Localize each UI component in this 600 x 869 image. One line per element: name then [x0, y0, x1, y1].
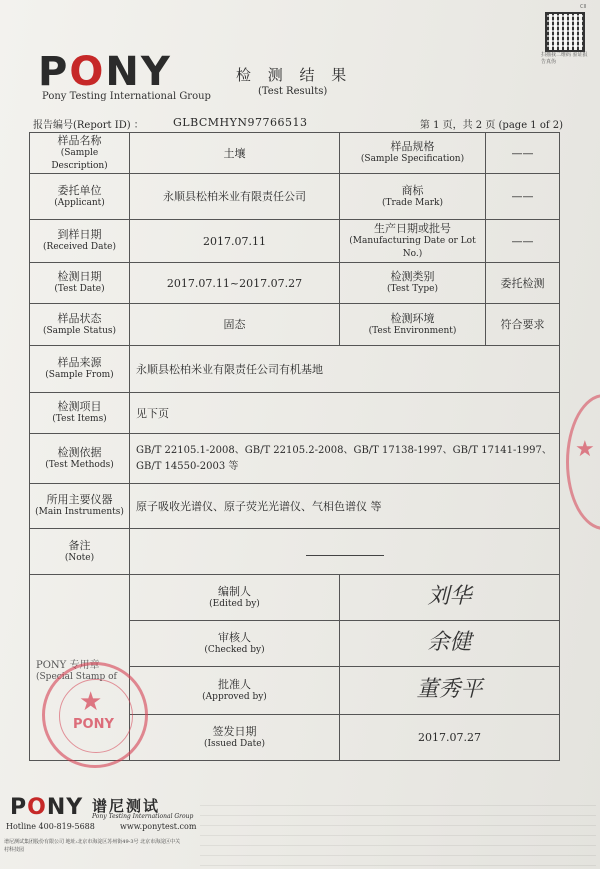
page-title: 检 测 结 果	[236, 66, 353, 84]
report-id-label: 报告编号(Report ID) ：	[33, 120, 144, 131]
edge-seal-stamp	[566, 394, 600, 530]
footer-company-cn: 谱尼测试	[92, 797, 161, 815]
cell-label: 所用主要仪器 (Main Instruments)	[30, 484, 130, 529]
footer-line	[200, 836, 596, 846]
sample-status-value: 固态	[130, 304, 340, 346]
footer-website: www.ponytest.com	[120, 822, 197, 831]
page-indicator: 第 1 页，共 2 页 (page 1 of 2)	[419, 120, 563, 131]
cell-label: 检测类别 (Test Type)	[340, 263, 486, 304]
sample-specification-value: ——	[486, 133, 560, 174]
note-blank-line	[306, 555, 384, 556]
main-instruments-value: 原子吸收光谱仪、原子荧光光谱仪、气相色谱仪 等	[130, 484, 560, 529]
cell-label: 编制人 (Edited by)	[130, 575, 340, 621]
page-title-en: (Test Results)	[258, 86, 328, 97]
editor-signature: 刘华	[340, 575, 560, 621]
footer-line	[200, 846, 596, 856]
test-methods-line-1: GB/T 22105.1-2008、GB/T 22105.2-2008、GB/T 17138-1997、GB/T 17141-1997、	[136, 444, 552, 456]
qr-code-icon	[545, 12, 585, 52]
cell-label: 检测日期 (Test Date)	[30, 263, 130, 304]
cell-label: 批准人 (Approved by)	[130, 667, 340, 715]
footer-branch-list	[200, 796, 596, 866]
report-id-value: GLBCMHYN97766513	[173, 116, 308, 129]
cell-label: 审核人 (Checked by)	[130, 621, 340, 667]
table-row	[30, 434, 560, 484]
table-row	[30, 346, 560, 393]
table-row	[30, 263, 560, 304]
table-row	[30, 529, 560, 575]
footer-line	[200, 806, 596, 816]
footer-address: 谱尼测试集团股份有限公司 地址:北京市海淀区苏州街49-3号 北京市海淀区中关村科技园	[4, 839, 181, 853]
table-row	[30, 393, 560, 434]
qr-caption: 扫描我二维码 验证报告真伪	[541, 52, 588, 65]
cell-label: 样品名称 (Sample Description)	[30, 133, 130, 174]
received-date-value: 2017.07.11	[130, 220, 340, 263]
footer-line	[200, 796, 596, 806]
table-row	[30, 304, 560, 346]
cell-label: 委托单位 (Applicant)	[30, 174, 130, 220]
seal-star-icon: ★	[79, 687, 103, 717]
test-methods-value	[130, 434, 560, 484]
trade-mark-value: ——	[486, 174, 560, 220]
table-row	[30, 220, 560, 263]
approver-signature: 董秀平	[340, 667, 560, 715]
stamp-label-en: (Special Stamp of	[36, 672, 117, 682]
pony-logo: PONY	[38, 49, 172, 95]
footer-line	[200, 856, 596, 866]
test-items-value: 见下页	[130, 393, 560, 434]
cell-label: 生产日期或批号 (Manufacturing Date or Lot No.)	[340, 220, 486, 263]
cell-label: 样品状态 (Sample Status)	[30, 304, 130, 346]
company-seal-stamp	[42, 662, 148, 768]
test-date-value: 2017.07.11~2017.07.27	[130, 263, 340, 304]
footer-company-en: Pony Testing International Group	[92, 813, 194, 820]
cell-label: 样品来源 (Sample From)	[30, 346, 130, 393]
applicant-value: 永顺县松柏米业有限责任公司	[130, 174, 340, 220]
footer-line	[200, 816, 596, 826]
manufacturing-date-value: ——	[486, 220, 560, 263]
footer-hotline: Hotline 400-819-5688	[6, 822, 95, 831]
cell-label: 检测依据 (Test Methods)	[30, 434, 130, 484]
edge-seal-star-icon: ★	[575, 437, 595, 462]
stamp-label: PONY 专用章	[36, 660, 100, 671]
footer-line	[200, 826, 596, 836]
sample-description-value: 土壤	[130, 133, 340, 174]
table-row	[30, 575, 560, 621]
seal-word: PONY	[73, 717, 114, 732]
note-value	[130, 529, 560, 575]
checker-signature: 余健	[340, 621, 560, 667]
test-environment-value: 符合要求	[486, 304, 560, 346]
cell-label: 商标 (Trade Mark)	[340, 174, 486, 220]
table-row	[30, 174, 560, 220]
issued-date-value: 2017.07.27	[340, 715, 560, 761]
sample-from-value: 永顺县松柏米业有限责任公司有机基地	[130, 346, 560, 393]
test-methods-line-2: GB/T 14550-2003 等	[136, 460, 239, 472]
test-type-value: 委托检测	[486, 263, 560, 304]
cell-label: 样品规格 (Sample Specification)	[340, 133, 486, 174]
table-row	[30, 484, 560, 529]
cell-label: 检测项目 (Test Items)	[30, 393, 130, 434]
cell-label: 备注 (Note)	[30, 529, 130, 575]
corner-code: CII	[580, 4, 587, 10]
cell-label: 到样日期 (Received Date)	[30, 220, 130, 263]
cell-label: 签发日期 (Issued Date)	[130, 715, 340, 761]
cell-label: 检测环境 (Test Environment)	[340, 304, 486, 346]
footer-logo: PONY	[10, 795, 84, 820]
table-row	[30, 133, 560, 174]
company-subtitle: Pony Testing International Group	[42, 91, 211, 102]
